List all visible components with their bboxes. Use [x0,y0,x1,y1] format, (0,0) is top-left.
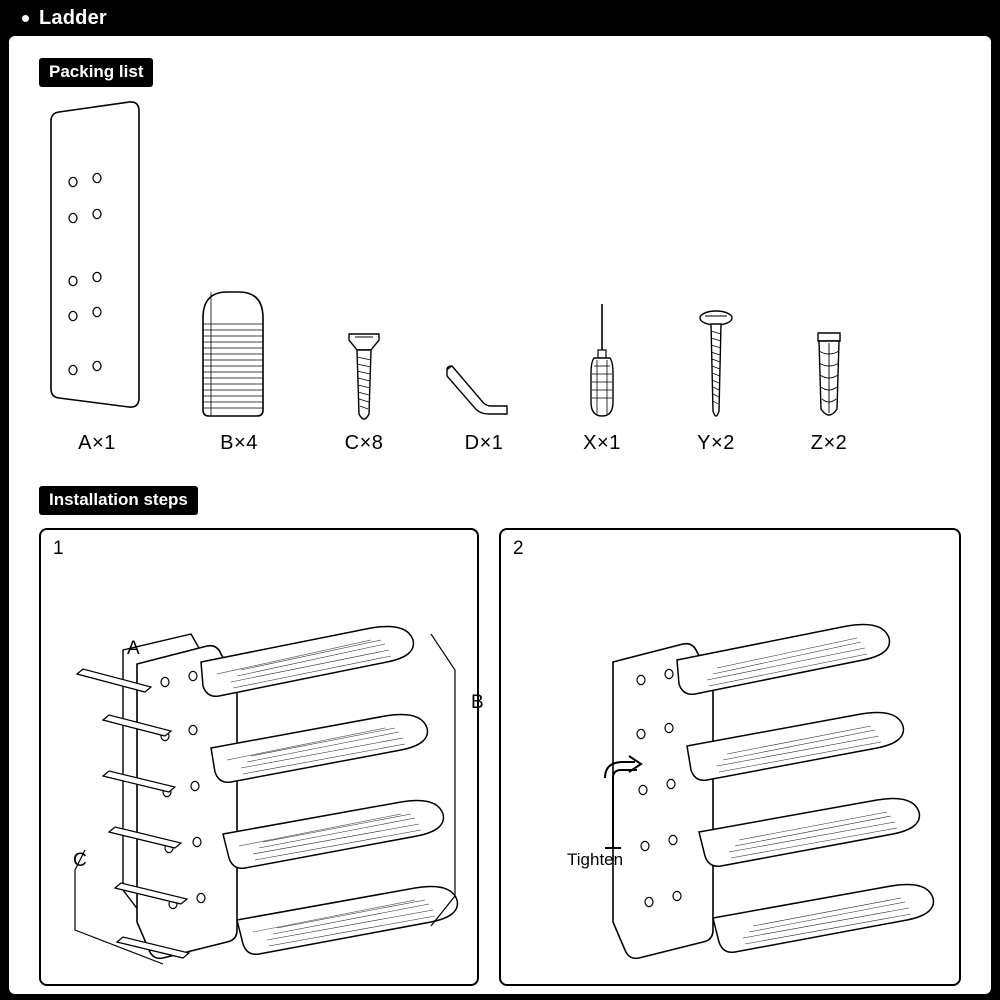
callout-c: C [73,850,87,871]
part-b-caption: B×4 [220,432,258,454]
parts-list [29,88,969,488]
packing-list-header: Packing list [39,58,153,87]
part-a-caption: A×1 [78,432,116,454]
installation-step-2 [499,528,961,986]
step-2-diagram [501,530,959,984]
part-x-caption: X×1 [583,432,621,454]
part-a [37,98,157,455]
part-b [179,278,299,455]
installation-step-1 [39,528,484,986]
page-title-bar [0,0,1000,36]
step-1-number: 1 [53,538,64,559]
tighten-label: Tighten [567,850,624,869]
step-tread-icon [179,278,299,428]
flat-head-screw-icon [309,328,419,428]
allen-key-icon [429,328,539,428]
wall-anchor-icon [774,323,884,428]
step-2-number: 2 [513,538,524,559]
part-z-caption: Z×2 [810,432,848,454]
step-1-diagram [41,530,477,984]
part-c-caption: C×8 [344,432,384,454]
instruction-sheet [9,36,991,994]
callout-a: A [127,638,140,659]
bullet-dot-icon [22,15,29,22]
part-d [429,328,539,455]
part-z [774,323,884,455]
page-title: Ladder [39,6,107,29]
side-panel-plate-icon [37,98,157,428]
callout-b: B [471,692,484,713]
part-c [309,328,419,455]
part-x [547,298,657,455]
part-y-caption: Y×2 [697,432,735,454]
long-wood-screw-icon [661,303,771,428]
installation-steps-header: Installation steps [39,486,198,515]
screwdriver-icon [547,298,657,428]
part-y [661,303,771,455]
part-d-caption: D×1 [464,432,504,454]
